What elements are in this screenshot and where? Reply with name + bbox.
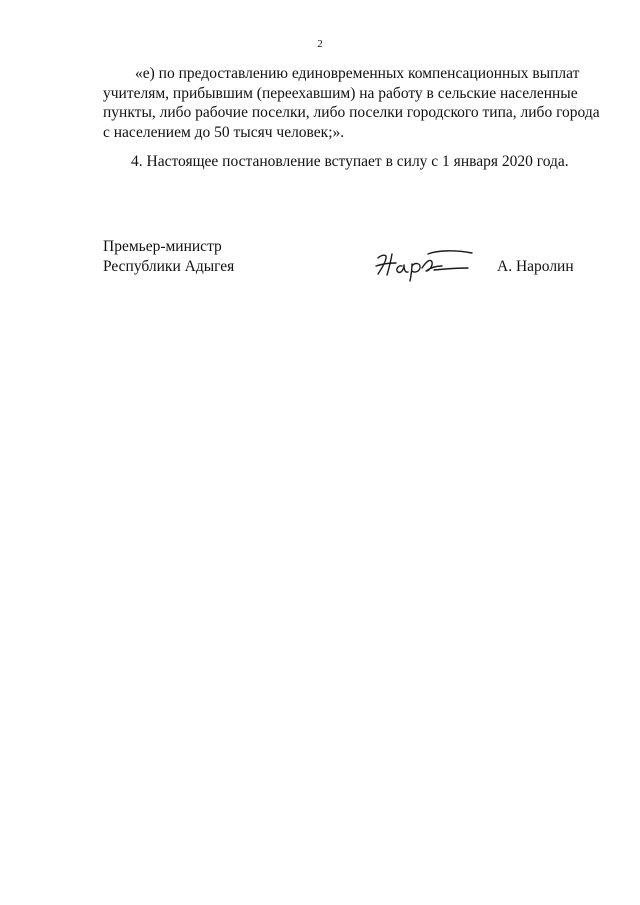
handwritten-signature — [372, 244, 478, 282]
signatory-title: Премьер-министр — [103, 238, 222, 255]
paragraph-line: «е) по предоставлению единовременных компенсационных выплат — [135, 65, 580, 82]
paragraph-e — [103, 64, 600, 142]
signatory-organization: Республики Адыгея — [103, 257, 235, 275]
paragraph-4 — [103, 152, 575, 172]
paragraph-line: 4. Настоящее постановление вступает в силу с 1 января 2020 года. — [131, 153, 569, 170]
page-number: 2 — [317, 38, 323, 50]
signatory-position — [103, 237, 234, 276]
paragraph-line: учителям, прибывшим (переехавшим) на работу в сельские населенные — [103, 84, 578, 102]
paragraph-line: пункты, либо рабочие поселки, либо поселки городского типа, либо города — [103, 104, 600, 121]
paragraph-line: с населением до 50 тысяч человек;». — [103, 123, 345, 141]
signer-name: А. Наролин — [497, 258, 574, 275]
